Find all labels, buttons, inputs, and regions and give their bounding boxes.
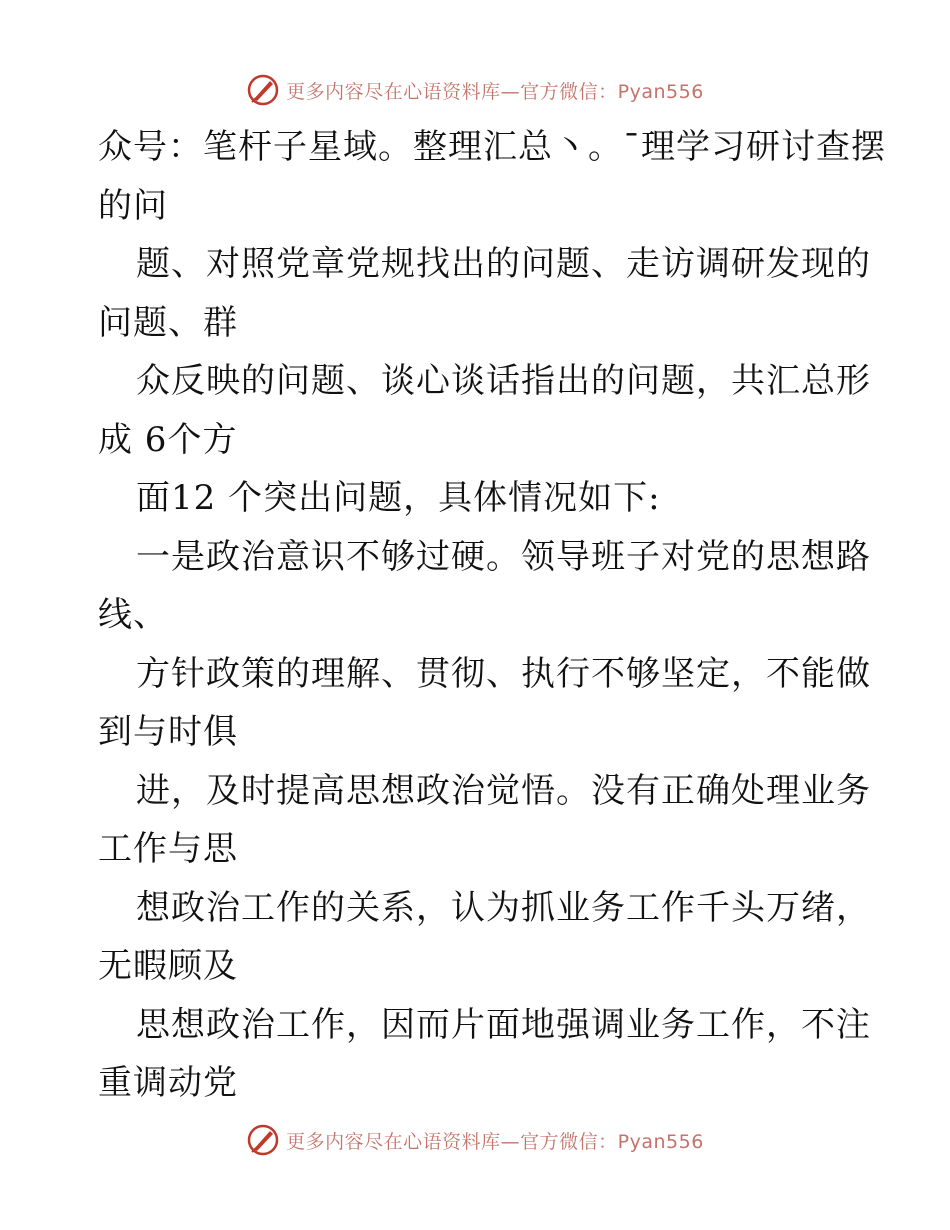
text-line: 方针政策的理解、贯彻、执行不够坚定，不能做: [136, 653, 871, 694]
text-line: 众反映的问题、谈心谈话指出的问题，共汇总形: [136, 361, 871, 401]
text-line: 线、: [98, 595, 168, 635]
text-line: 成 6个方: [98, 419, 238, 460]
header-watermark: [0, 70, 950, 110]
text-line: 工作与思: [98, 829, 238, 869]
footer-watermark: [0, 1120, 950, 1160]
text-line: 面12 个突出问题，具体情况如下:: [136, 478, 661, 518]
quill-in-circle-icon: [246, 73, 280, 107]
text-line: 进，及时提高思想政治觉悟。没有正确处理业务: [136, 770, 871, 811]
document-body: [98, 118, 886, 1113]
text-line: 的问: [98, 185, 168, 226]
text-line: 想政治工作的关系，认为抓业务工作千头万绪，: [136, 887, 871, 928]
text-line: 问题、群: [98, 302, 238, 343]
text-line: 众号：笔杆子星域。整理汇总丶。¯理学习研讨查摆: [98, 127, 886, 167]
text-line: 无暇顾及: [98, 946, 238, 986]
text-line: 重调动党: [98, 1063, 238, 1103]
text-line: 一是政治意识不够过硬。领导班子对党的思想路: [136, 536, 871, 577]
watermark-text: 更多内容尽在心语资料库—官方微信：Pyan556: [286, 80, 704, 103]
quill-in-circle-icon: [246, 1123, 280, 1157]
text-line: 思想政治工作，因而片面地强调业务工作，不注: [136, 1004, 871, 1045]
text-line: 到与时俱: [98, 712, 238, 752]
watermark-text: 更多内容尽在心语资料库—官方微信：Pyan556: [286, 1130, 704, 1153]
text-line: 题、对照党章党规找出的问题、走访调研发现的: [136, 244, 871, 284]
